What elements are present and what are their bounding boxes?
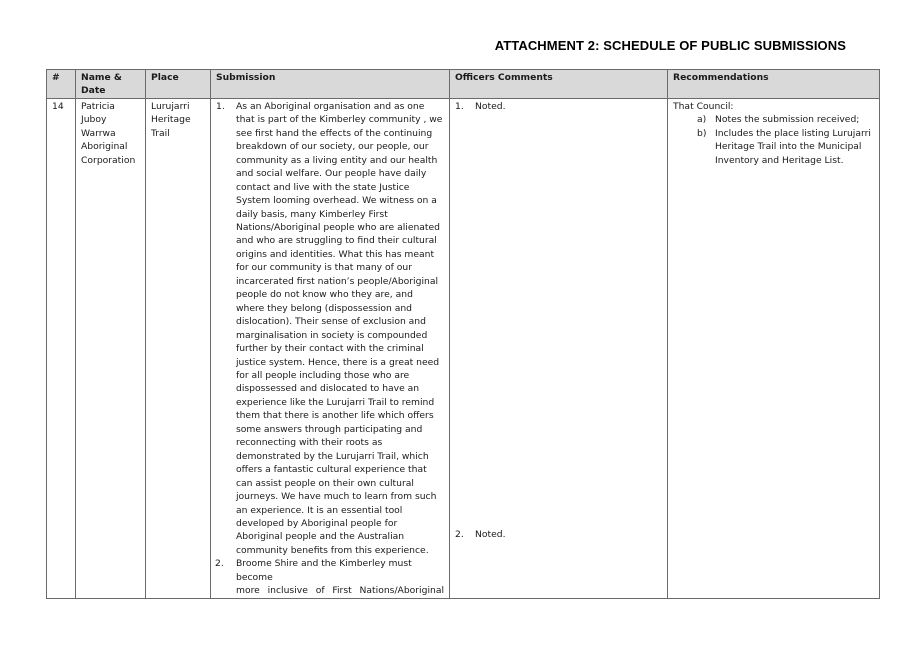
table-header-row <box>47 70 880 99</box>
page-title: ATTACHMENT 2: SCHEDULE OF PUBLIC SUBMISSIONS <box>494 38 846 53</box>
officer-comment-2-text: Noted. <box>475 528 506 540</box>
table-row <box>47 98 880 598</box>
cell-recommendations <box>668 98 880 598</box>
header-submission: Submission <box>211 70 450 99</box>
recommendation-item-a-letter: a) <box>697 114 707 126</box>
submission-item-1-text: As an Aboriginal organisation and as one that is part of the Kimberley community , we see first hand the effects of the continuing breakdown of our society, our people, our community as a living entity and our health and social welfare. Our people have daily contact and live with the state Justice System looming overhead. We witness on a daily basis, many Kimberley First Nations/Aboriginal people who are alienated and who are struggling to find their cultural origins and identities. What this has meant for our community is that many of our incarcerated first nation’s people/Aboriginal people do not know who they are, and where they belong (dispossession and dislocation). Their sense of exclusion and marginalisation in society is compounded further by their contact with the criminal justice system. Hence, there is a great need for all people including those who are dispossessed and dislocated to have an experience like the Lurujarri Trail to remind them that there is another life which offers some answers through participating and reconnecting with their roots as demonstrated by the Lurujarri Trail, which offers a fantastic cultural experience that can assist people on their own cultural journeys. We have much to learn from such an experience. It is an essential tool developed by Aboriginal people for Aboriginal people and the Australian community benefits from this experience. <box>236 100 443 556</box>
submission-item-2 <box>216 557 444 597</box>
recommendation-list <box>673 113 874 167</box>
recommendation-item-b-text: Includes the place listing Lurujarri Heritage Trail into the Municipal Inventory and Heritage List. <box>715 127 871 166</box>
recommendation-item-b <box>673 127 874 167</box>
header-recommendations: Recommendations <box>668 70 880 99</box>
cell-name <box>76 98 146 598</box>
submission-item-1 <box>216 100 444 557</box>
submission-item-2-marker: 2. <box>215 558 224 570</box>
header-number: # <box>47 70 76 99</box>
cell-submission <box>211 98 450 598</box>
cell-place <box>146 98 211 598</box>
submission-number: 14 <box>52 100 64 112</box>
header-name-date: Name & Date <box>76 70 146 99</box>
recommendation-intro: That Council: <box>673 100 734 112</box>
submission-item-2-line1: Broome Shire and the Kimberley must become <box>236 558 412 583</box>
officer-comment-2 <box>455 528 506 541</box>
recommendation-item-a <box>673 113 874 126</box>
officer-comment-1-marker: 1. <box>455 100 464 112</box>
cell-officers-comments <box>450 98 668 598</box>
recommendation-item-b-letter: b) <box>697 127 707 139</box>
officer-comment-2-marker: 2. <box>455 528 464 540</box>
header-place: Place <box>146 70 211 99</box>
cell-number <box>47 98 76 598</box>
header-officers-comments: Officers Comments <box>450 70 668 99</box>
place-name: Lurujarri Heritage Trail <box>151 100 191 139</box>
officer-comment-1 <box>455 100 662 113</box>
schedule-table <box>46 69 880 599</box>
submission-item-1-marker: 1. <box>216 100 225 112</box>
recommendation-item-a-text: Notes the submission received; <box>715 114 860 126</box>
officer-comment-1-text: Noted. <box>475 100 506 112</box>
submission-item-2-line2: more inclusive of First Nations/Aboriginal <box>236 585 444 597</box>
submitter-name: Patricia Juboy Warrwa Aboriginal Corporation <box>81 100 136 166</box>
